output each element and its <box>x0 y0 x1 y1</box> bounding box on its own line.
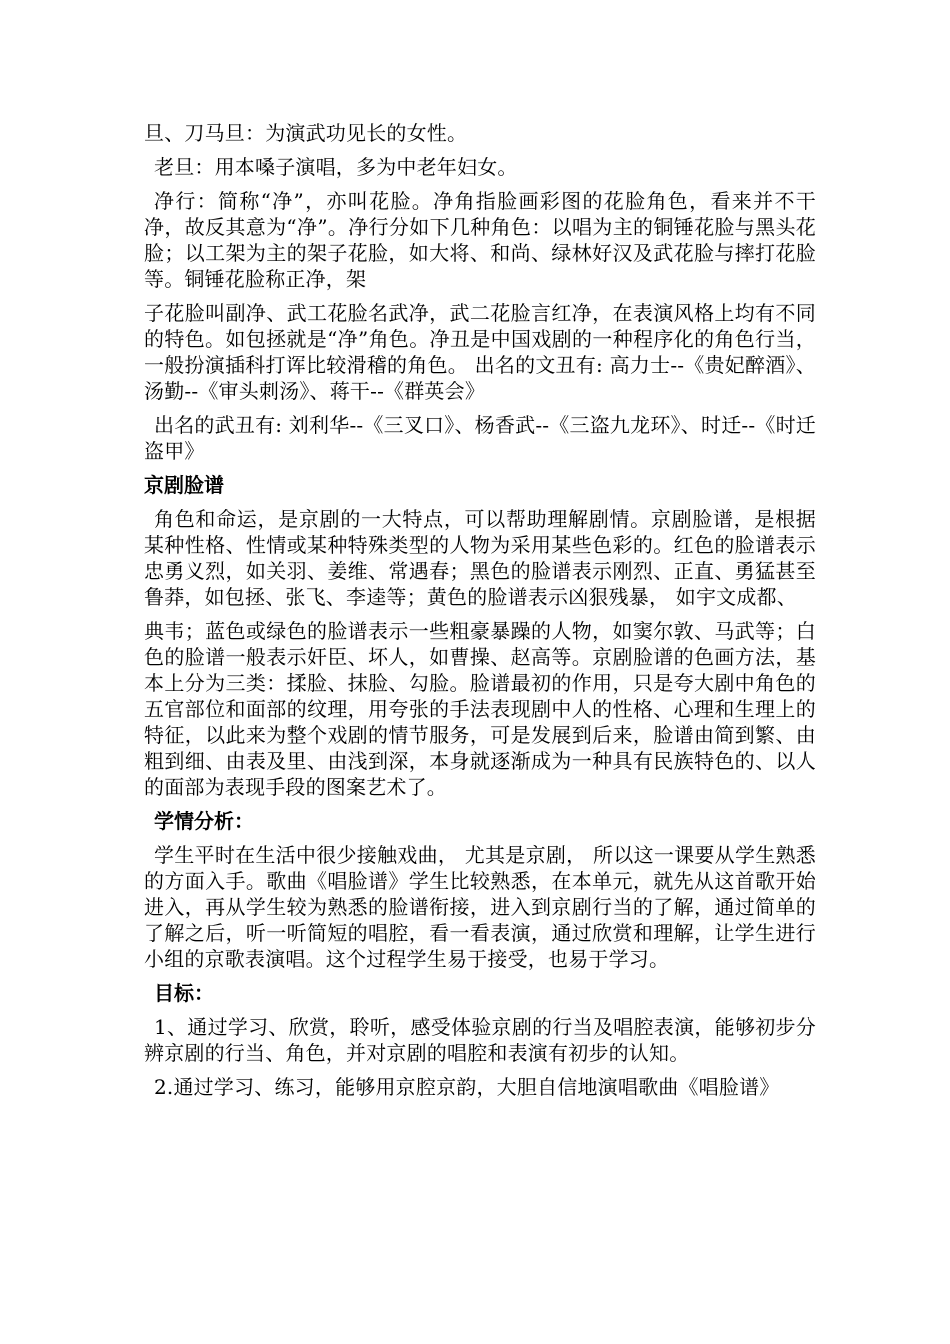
paragraph-wuchou: 出名的武丑有: 刘利华--《三叉口》、杨香武--《三盗九龙环》、时迁--《时迁盗甲》 <box>144 413 816 463</box>
paragraph-jing-role: 净行：简称“净”，亦叫花脸。净角指脸画彩图的花脸角色，看来并不干净，故反其意为“净”。净行分如下几种角色：以唱为主的铜锤花脸与黑头花脸；以工架为主的架子花脸，如大将、和尚、绿林好汉及武花脸与摔打花脸等。铜锤花脸称正净，架 <box>144 189 816 291</box>
heading-peking-opera-masks: 京剧脸谱 <box>144 473 224 497</box>
heading-goals: 目标： <box>154 981 214 1005</box>
paragraph-dan-roles: 旦、刀马旦：为演武功见长的女性。 <box>144 121 468 145</box>
paragraph-student-analysis: 学生平时在生活中很少接触戏曲， 尤其是京剧， 所以这一课要从学生熟悉的方面入手。歌曲《唱脸谱》学生比较熟悉，在本单元，就先从这首歌开始进入，再从学生较为熟悉的脸谱衔接，进入到京剧行当的了解，通过简单的了解之后，听一听简短的唱腔，看一看表演，通过欣赏和理解，让学生进行小组的京歌表演唱。这个过程学生易于接受，也易于学习。 <box>144 843 816 971</box>
paragraph-mask-colors: 角色和命运，是京剧的一大特点，可以帮助理解剧情。京剧脸谱，是根据某种性格、性情或某种特殊类型的人物为采用某些色彩的。红色的脸谱表示忠勇义烈，如关羽、姜维、常遇春；黑色的脸谱表示刚烈、正直、勇猛甚至鲁莽，如包拯、张飞、李逵等；黄色的脸谱表示凶狠残暴， 如宇文成都、 <box>144 507 816 609</box>
heading-student-analysis: 学情分析： <box>154 809 254 833</box>
paragraph-laodan: 老旦：用本嗓子演唱，多为中老年妇女。 <box>154 155 518 179</box>
paragraph-jing-chou: 子花脸叫副净、武工花脸名武净，武二花脸言红净，在表演风格上均有不同的特色。如包拯就是“净”角色。净丑是中国戏剧的一种程序化的角色行当，一般扮演插科打诨比较滑稽的角色。 出名的文丑有: 高力士--《贵妃醉酒》、汤勤--《审头刺汤》、蒋干--《群英会》 <box>144 301 816 403</box>
paragraph-goal-1: 1、通过学习、欣赏，聆听，感受体验京剧的行当及唱腔表演，能够初步分辨京剧的行当、角色，并对京剧的唱腔和表演有初步的认知。 <box>144 1015 816 1065</box>
paragraph-mask-methods: 典韦；蓝色或绿色的脸谱表示一些粗豪暴躁的人物，如窦尔敦、马武等；白色的脸谱一般表示奸臣、坏人，如曹操、赵高等。京剧脸谱的色画方法，基本上分为三类：揉脸、抹脸、勾脸。脸谱最初的作用，只是夸大剧中角色的五官部位和面部的纹理，用夸张的手法表现剧中人的性格、心理和生理上的特征，以此来为整个戏剧的情节服务，可是发展到后来，脸谱由简到繁、由粗到细、由表及里、由浅到深，本身就逐渐成为一种具有民族特色的、以人的面部为表现手段的图案艺术了。 <box>144 619 816 799</box>
paragraph-goal-2: 2.通过学习、练习，能够用京腔京韵，大胆自信地演唱歌曲《唱脸谱》 <box>154 1075 780 1099</box>
document-body <box>144 120 816 1108</box>
